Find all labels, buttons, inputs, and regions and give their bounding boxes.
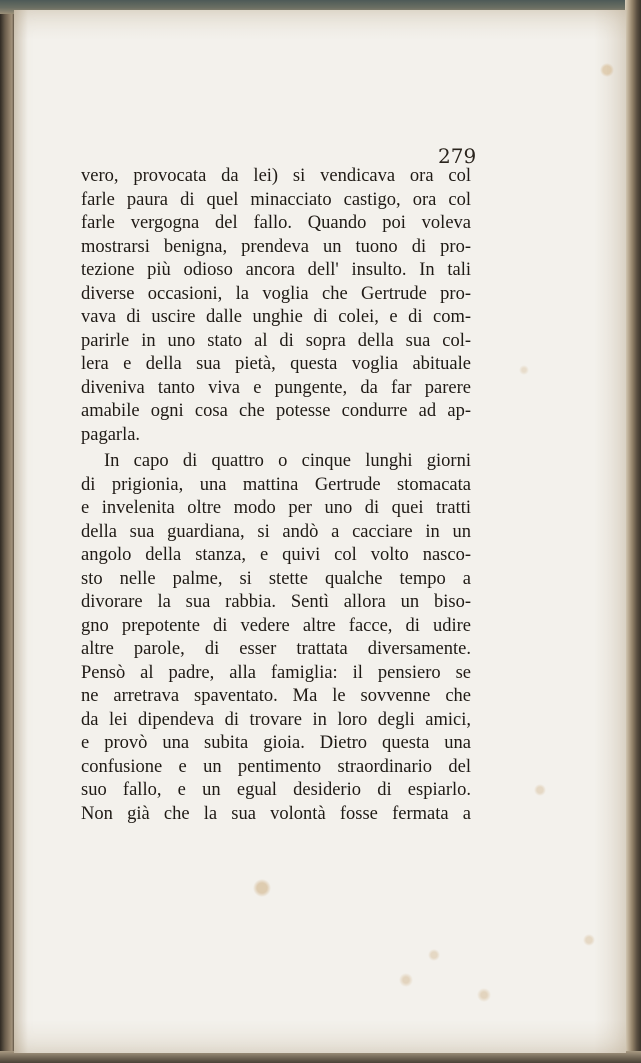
text-line: amabile ogni cosa che potesse condurre ad ap- xyxy=(81,401,471,421)
text-line: diveniva tanto viva e pungente, da far parere xyxy=(81,377,471,398)
text-line: da lei dipendeva di trovare in loro degli amici, xyxy=(81,709,471,730)
text-line: In capo di quattro o cinque lunghi giorni xyxy=(104,451,471,471)
text-line: parirle in uno stato al di sopra della sua col- xyxy=(81,330,471,351)
paragraph-2 xyxy=(81,450,471,826)
text-line: pagarla. xyxy=(81,424,141,445)
text-line: Pensò al padre, alla famiglia: il pensiero se xyxy=(81,662,471,683)
page-number: 279 xyxy=(438,144,477,168)
text-line: e invelenita oltre modo per uno di quei tratti xyxy=(81,498,471,518)
text-line: Non già che la sua volontà fosse fermata a xyxy=(81,803,471,824)
text-line: farle paura di quel minacciato castigo, ora col xyxy=(81,189,471,210)
text-line: confusione e un pentimento straordinario del xyxy=(81,756,471,777)
text-line: della sua guardiana, si andò a cacciare in un xyxy=(81,521,471,542)
text-line: e provò una subita gioia. Dietro questa una xyxy=(81,733,471,753)
text-line: lera e della sua pietà, questa voglia abituale xyxy=(81,354,471,374)
text-line: altre parole, di esser trattata diversamente. xyxy=(81,639,471,659)
text-line: vero, provocata da lei) si vendicava ora col xyxy=(81,166,471,186)
paragraph-1 xyxy=(81,165,471,447)
text-line: farle vergogna del fallo. Quando poi voleva xyxy=(81,213,471,233)
book-page-edges-right xyxy=(625,0,641,1063)
text-line: vava di uscire dalle unghie di colei, e di com- xyxy=(81,307,471,327)
body-text xyxy=(81,165,471,826)
text-line: gno prepotente di vedere altre facce, di udire xyxy=(81,615,471,636)
text-line: tezione più odioso ancora dell' insulto. In tali xyxy=(81,260,471,280)
text-line: suo fallo, e un egual desiderio di espiarlo. xyxy=(81,780,471,800)
text-line: di prigionia, una mattina Gertrude stomacata xyxy=(81,474,471,495)
text-line: ne arretrava spaventato. Ma le sovvenne che xyxy=(81,686,471,706)
text-line: divorare la sua rabbia. Sentì allora un biso- xyxy=(81,592,471,612)
text-line: mostrarsi benigna, prendeva un tuono di pro- xyxy=(81,236,471,257)
text-line: angolo della stanza, e quivi col volto nasco- xyxy=(81,545,471,565)
text-line: sto nelle palme, si stette qualche tempo a xyxy=(81,568,471,589)
text-line: diverse occasioni, la voglia che Gertrude pro- xyxy=(81,283,471,304)
